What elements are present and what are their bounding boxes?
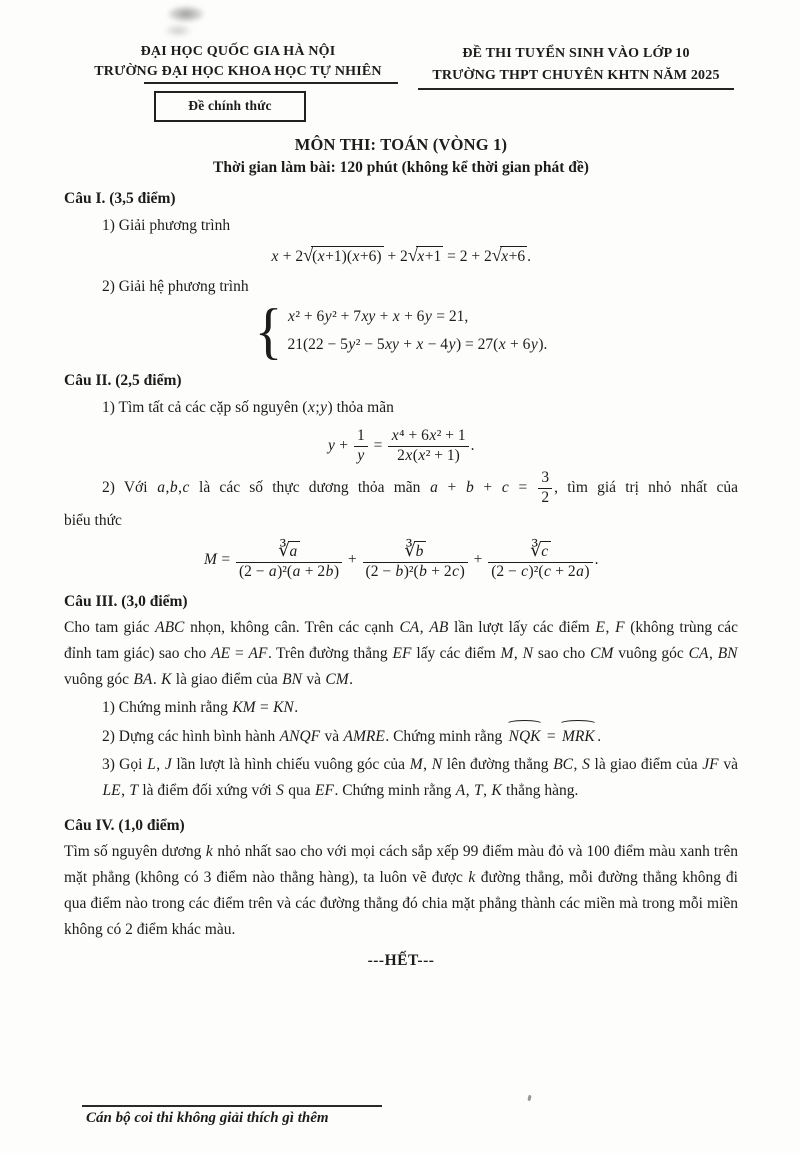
end-mark: ---HẾT--- xyxy=(367,952,435,970)
section2-item2-line2: biểu thức xyxy=(64,511,122,529)
equation-1: x + 2√(x+1)(x+6) + 2√x+1 = 2 + 2√x+6 . xyxy=(271,245,532,265)
official-stamp-box xyxy=(154,91,306,122)
title-block xyxy=(64,135,738,177)
equation-2: y + $\frac{1}{y}$ = $\frac{\text{x⁴ + 6x² + 1}}{\text{2x(x² + 1)}}$ . xyxy=(328,426,475,464)
section-3-heading: Câu III. (3,0 điểm) xyxy=(64,593,188,611)
section-4-heading: Câu IV. (1,0 điểm) xyxy=(64,817,185,835)
system-block xyxy=(64,295,738,366)
section1-item1: 1) Giải phương trình xyxy=(102,217,231,234)
section3-item1: 1) Chứng minh rằng KM = KN. xyxy=(102,699,299,717)
section2-item2-line1: 2) Với a,b,c là các số thực dương thỏa mãn a + b + c = $\frac{3}{2}$ , tìm giá trị nhỏ nhất của xyxy=(102,469,739,507)
section-1-heading: Câu I. (3,5 điểm) xyxy=(64,190,176,207)
section1-item2: 2) Giải hệ phương trình xyxy=(102,277,249,295)
section3-item2: 2) Dựng các hình bình hành ANQF và AMRE. Chứng minh rằng NQK = MRK . xyxy=(64,723,738,750)
system-brace: { xyxy=(254,295,283,366)
system-line-1: x² + 6y² + 7xy + x + 6y = 21, xyxy=(287,307,469,325)
exam-title-line1: ĐỀ THI TUYỂN SINH VÀO LỚP 10 xyxy=(462,46,690,61)
section4-paragraph: Tìm số nguyên dương k nhỏ nhất sao cho với mọi cách sắp xếp 99 điểm màu đỏ và 100 điểm màu xanh trên mặt phẳng (không có 3 điểm nào thẳng hàng), ta luôn vẽ được k đường thẳng, mỗi đường thẳng không đi qua điểm nào trong các điểm trên và các đường thẳng đó chia mặt phẳng thành các miền mà trong mỗi miền không có 2 điểm khác màu. xyxy=(64,843,738,939)
header-right-exam xyxy=(414,43,738,87)
exam-title-line2: TRƯỜNG THPT CHUYÊN KHTN NĂM 2025 xyxy=(414,65,738,87)
system-line-2: 21(22 − 5y² − 5xy + x − 4y) = 27(x + 6y). xyxy=(287,335,548,353)
equation-3: M = $\frac{∛a}{\text{(2 − a)²(a + 2b)}}$ + $\frac{∛b}{\text{(2 − b)²(b + 2c)}}$ + $\frac{∛c}{\text{(2 − c)²(c + 2a)}}$ . xyxy=(204,539,599,580)
section3-intro: Cho tam giác ABC nhọn, không cân. Trên các cạnh CA, AB lần lượt lấy các điểm E, F (không trùng các đỉnh tam giác) sao cho AE = AF. Trên đường thẳng EF lấy các điểm M, N sao cho CM vuông góc CA, BN vuông góc BA. K là giao điểm của BN và CM. xyxy=(64,619,739,689)
org-name-line1: ĐẠI HỌC QUỐC GIA HÀ NỘI xyxy=(140,44,336,59)
header xyxy=(64,42,738,122)
section2-item1: 1) Tìm tất cả các cặp số nguyên (x;y) thỏa mãn xyxy=(102,398,394,416)
section3-item3: 3) Gọi L, J lần lượt là hình chiếu vuông góc của M, N lên đường thẳng BC, S là giao điểm của JF và LE, T là điểm đối xứng với S qua EF. Chứng minh rằng A, T, K thẳng hàng. xyxy=(102,756,739,800)
system-lines xyxy=(287,303,547,359)
section-2-heading: Câu II. (2,5 điểm) xyxy=(64,371,182,389)
org-name-line2: TRƯỜNG ĐẠI HỌC KHOA HỌC TỰ NHIÊN xyxy=(64,62,412,82)
ink-smudge-top-2 xyxy=(164,24,192,37)
header-left-org xyxy=(64,42,412,122)
stamp-label: Đề chính thức xyxy=(188,98,272,113)
duration-line: Thời gian làm bài: 120 phút (không kể thời gian phát đề) xyxy=(213,159,589,176)
ink-smudge-top xyxy=(168,6,204,22)
footer-note: Cán bộ coi thi không giải thích gì thêm xyxy=(82,1105,382,1127)
scan-speck xyxy=(527,1095,531,1101)
subject-title: MÔN THI: TOÁN (VÒNG 1) xyxy=(294,135,508,154)
